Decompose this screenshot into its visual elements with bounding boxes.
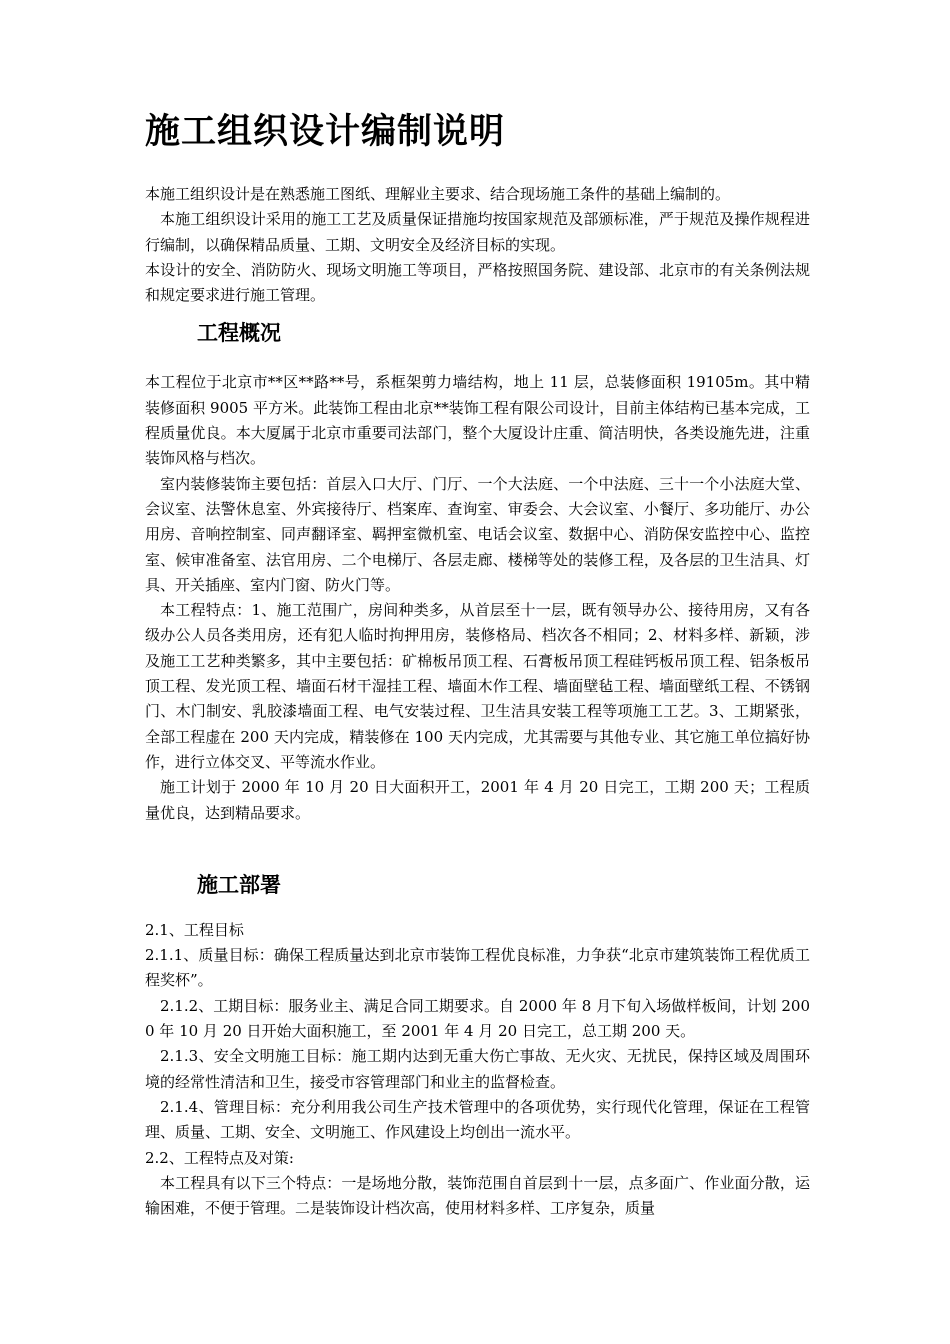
intro-section <box>145 182 810 308</box>
deployment-section <box>145 918 810 1222</box>
deployment-paragraph: 2.1.3、安全文明施工目标：施工期内达到无重大伤亡事故、无火灾、无扰民，保持区域及周围环境的经常性清洁和卫生，接受市容管理部门和业主的监督检查。 <box>145 1047 810 1091</box>
section-heading-deployment: 施工部署 <box>197 871 281 897</box>
deployment-paragraph: 2.1.1、质量目标：确保工程质量达到北京市装饰工程优良标准，力争获“北京市建筑装饰工程优质工程奖杯”。 <box>145 946 810 990</box>
intro-paragraph: 本施工组织设计采用的施工工艺及质量保证措施均按国家规范及部颁标准，严于规范及操作规程进行编制，以确保精品质量、工期、文明安全及经济目标的实现。 <box>145 210 810 254</box>
overview-paragraph: 本工程位于北京市**区**路**号，系框架剪力墙结构，地上 11 层，总装修面积 19105m。其中精装修面积 9005 平方米。此装饰工程由北京**装饰工程有限公司设计，目前主体结构已基本完成，工程质量优良。本大厦属于北京市重要司法部门，整个大厦设计庄重、简洁明快，各类设施先进，注重装饰风格与档次。 <box>145 373 810 468</box>
overview-paragraph: 本工程特点：1、施工范围广，房间种类多，从首层至十一层，既有领导办公、接待用房，又有各级办公人员各类用房，还有犯人临时拘押用房，装修格局、档次各不相同；2、材料多样、新颖，涉及施工工艺种类繁多，其中主要包括：矿棉板吊顶工程、石膏板吊顶工程硅钙板吊顶工程、铝条板吊顶工程、发光顶工程、墙面石材干湿挂工程、墙面木作工程、墙面壁毡工程、墙面壁纸工程、不锈钢门、木门制安、乳胶漆墙面工程、电气安装过程、卫生洁具安装工程等项施工工艺。3、工期紧张，全部工程虚在 200 天内完成，精装修在 100 天内完成，尤其需要与其他专业、其它施工单位搞好协作，进行立体交叉、平等流水作业。 <box>145 601 810 771</box>
intro-paragraph: 本施工组织设计是在熟悉施工图纸、理解业主要求、结合现场施工条件的基础上编制的。 <box>145 185 731 203</box>
overview-section <box>145 370 810 825</box>
intro-paragraph: 本设计的安全、消防防火、现场文明施工等项目，严格按照国务院、建设部、北京市的有关条例法规和规定要求进行施工管理。 <box>145 260 810 305</box>
deployment-paragraph: 2.1.4、管理目标：充分利用我公司生产技术管理中的各项优势，实行现代化管理，保证在工程管理、质量、工期、安全、文明施工、作风建设上均创出一流水平。 <box>145 1097 810 1142</box>
document-title: 施工组织设计编制说明 <box>145 111 506 152</box>
deployment-paragraph: 2.1、工程目标 <box>145 920 244 939</box>
deployment-paragraph: 2.2、工程特点及对策: <box>145 1148 294 1167</box>
overview-paragraph: 施工计划于 2000 年 10 月 20 日大面积开工，2001 年 4 月 20 日完工，工期 200 天；工程质量优良，达到精品要求。 <box>145 778 810 822</box>
document-body <box>145 108 810 1221</box>
deployment-paragraph: 2.1.2、工期目标：服务业主、满足合同工期要求。自 2000 年 8 月下旬入场做样板间，计划 2000 年 10 月 20 日开始大面积施工，至 2001 年 4 月 20 日完工，总工期 200 天。 <box>145 996 810 1041</box>
section-heading-overview: 工程概况 <box>197 320 281 346</box>
overview-paragraph: 室内装修装饰主要包括：首层入口大厅、门厅、一个大法庭、一个中法庭、三十一个小法庭大堂、会议室、法警休息室、外宾接待厅、档案库、查询室、审委会、大会议室、小餐厅、多功能厅、办公用房、音响控制室、同声翻译室、羁押室微机室、电话会议室、数据中心、消防保安监控中心、监控室、候审准备室、法官用房、二个电梯厅、各层走廊、楼梯等处的装修工程，及各层的卫生洁具、灯具、开关插座、室内门窗、防火门等。 <box>145 474 810 594</box>
deployment-paragraph: 本工程具有以下三个特点：一是场地分散，装饰范围自首层到十一层，点多面广、作业面分散，运输困难，不便于管理。二是装饰设计档次高，使用材料多样、工序复杂，质量 <box>145 1173 810 1218</box>
